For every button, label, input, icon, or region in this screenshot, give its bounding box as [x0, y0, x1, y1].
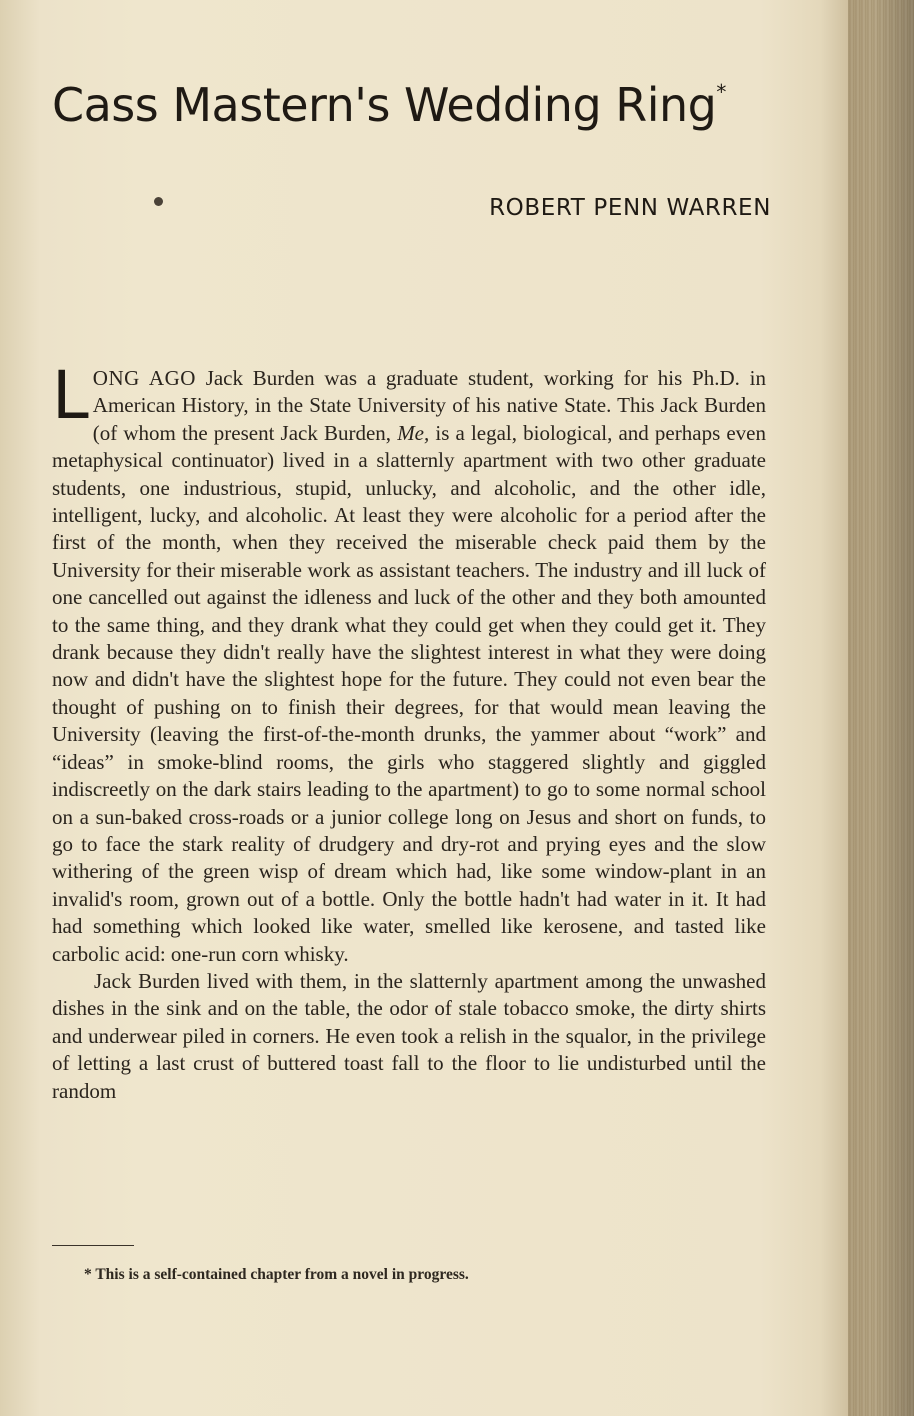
footnote: * This is a self-contained chapter from a novel in progress.	[84, 1266, 469, 1283]
paragraph-1	[52, 357, 767, 968]
article-body	[52, 357, 767, 1105]
drop-cap: L	[52, 357, 89, 434]
author-byline: ROBERT PENN WARREN	[489, 195, 771, 221]
page-edge-shadow	[848, 0, 914, 1416]
article-title	[52, 78, 726, 132]
paragraph-1-italic: Me,	[397, 420, 430, 445]
footnote-rule	[52, 1245, 134, 1246]
ornament-dot	[154, 197, 163, 206]
paragraph-1-text-b: is a legal, biological, and perhaps even metaphysical continuator) lived in a slatternly apartment with two other graduate students, one industrious, stupid, unlucky, and alcoholic, and the other idle, intelligent, lucky, and alcoholic. At least they were alcoholic for a period after the first of the month, when they received the miserable check paid them by the University for their miserable work as assistant teachers. The industry and ill luck of one cancelled out against the idleness and luck of the other and they both amounted to the same thing, and they drank what they could get when they could get it. They drank because they didn't really have the slightest interest in what they were doing now and didn't have the slightest hope for the future. They could not even bear the thought of pushing on to finish their degrees, for that would mean leaving the University (leaving the first-of-the-month drunks, the yammer about “work” and “ideas” in smoke-blind rooms, the girls who staggered slightly and giggled indiscreetly on the dark stairs leading to the apartment) to go to some normal school on a sun-baked cross-roads or a junior college long on Jesus and short on funds, to go to face the stark reality of drudgery and dry-rot and prying eyes and the slow withering of the green wisp of dream which had, like some window-plant in an invalid's room, grown out of a bottle. Only the bottle hadn't had water in it. It had had something which looked like water, smelled like kerosene, and tasted like carbolic acid: one-run corn whisky.	[52, 420, 767, 966]
title-footnote-marker: *	[716, 79, 726, 104]
paragraph-1-text-a: Jack Burden was a graduate student, working for his Ph.D. in American History, in the State University of his native State. This Jack Burden (of whom the present Jack Burden,	[92, 366, 766, 445]
title-text: Cass Mastern's Wedding Ring	[52, 78, 717, 132]
paragraph-2: Jack Burden lived with them, in the slatternly apartment among the unwashed dishes in the sink and on the table, the odor of stale tobacco smoke, the dirty shirts and underwear piled in corners. He even took a relish in the squalor, in the privilege of letting a last crust of buttered toast fall to the floor to lie undisturbed until the random	[52, 968, 766, 1103]
lead-small-caps: ONG AGO	[92, 366, 196, 390]
